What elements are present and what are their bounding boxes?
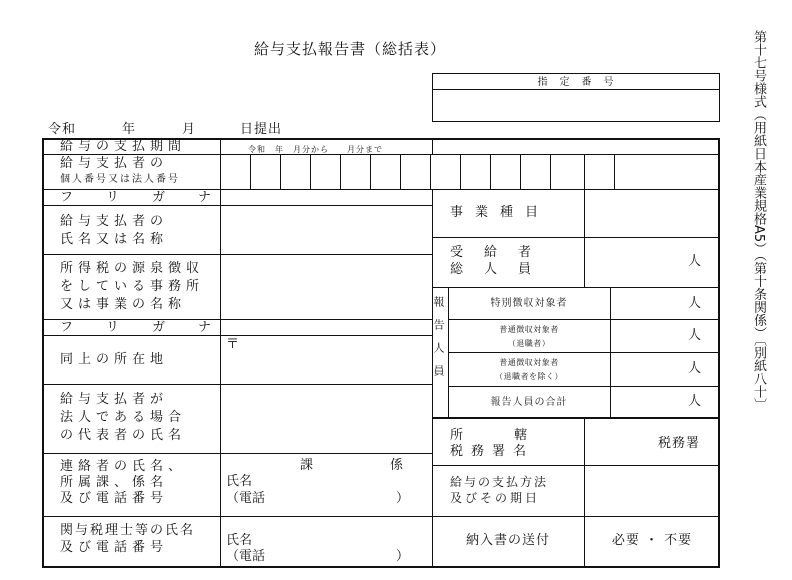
office-label-3: 又は事業の名称 <box>60 297 187 312</box>
normal-retired-label-2: （退職者） <box>507 339 551 348</box>
pay-period-value[interactable]: 令和 年 月分から 月分まで <box>248 145 383 154</box>
contact-tel-label: （電話 <box>226 491 266 506</box>
payment-method-label-1: 給与の支払方法 <box>450 475 549 489</box>
representative-label-1: 給与支払者が <box>60 392 169 407</box>
normal-retired-label-1: 普通徴収対象者 <box>499 325 559 334</box>
furigana-label-1: フ リ ガ ナ <box>60 190 222 205</box>
payment-slip-label: 納入書の送付 <box>465 533 550 548</box>
tax-accountant-name-label: 氏名 <box>226 533 253 548</box>
payer-name-field[interactable] <box>222 206 430 253</box>
tax-office-unit: 税務署 <box>658 436 701 451</box>
normal-other-label-2: （退職者を除く） <box>495 372 563 381</box>
office-label-1: 所得税の源泉徴収 <box>60 261 205 276</box>
payer-number-label-2: 個人番号又は法人番号 <box>60 174 180 185</box>
recipients-unit: 人 <box>688 254 702 269</box>
contact-label-3: 及び電話番号 <box>60 491 169 506</box>
date-era: 令和 <box>48 122 77 137</box>
representative-label-3: の代表者の氏名 <box>60 428 187 443</box>
postal-mark: 〒 <box>226 337 240 352</box>
payer-number-field[interactable] <box>221 155 718 189</box>
tax-office-label-1: 所 轄 <box>450 428 531 443</box>
business-type-label: 事業種目 <box>450 205 551 220</box>
total-unit: 人 <box>688 394 702 409</box>
payment-method-label-2: 及びその期日 <box>450 491 541 505</box>
normal-other-unit: 人 <box>688 361 702 376</box>
reported-group-label: 報告人員 <box>432 296 445 388</box>
designation-number-field[interactable] <box>436 92 716 118</box>
normal-retired-unit: 人 <box>688 328 702 343</box>
office-label-2: をしている事務所 <box>60 279 205 294</box>
payment-slip-choice[interactable]: 必要 ・ 不要 <box>611 533 693 548</box>
address-field[interactable] <box>222 336 430 383</box>
date-submitted: 日提出 <box>240 122 283 137</box>
payment-method-field[interactable] <box>586 467 716 515</box>
contact-kakari: 係 <box>390 458 404 473</box>
payer-name-label-2: 氏名又は名称 <box>60 232 169 247</box>
contact-tel-close: ） <box>396 491 410 506</box>
contact-name-label: 氏名 <box>226 474 253 489</box>
office-field[interactable] <box>222 255 430 318</box>
designation-label: 指 定 番 号 <box>537 77 615 88</box>
representative-label-2: 法人である場合 <box>60 410 187 425</box>
tax-office-label-2: 税務署名 <box>450 444 535 459</box>
normal-other-label-1: 普通徴収対象者 <box>499 358 559 367</box>
tax-accountant-tel-label: （電話 <box>226 549 266 564</box>
special-label: 特別徴収対象者 <box>490 298 568 309</box>
pay-period-label: 給与の支払期間 <box>60 139 187 154</box>
payer-name-label-1: 給与支払者の <box>60 214 169 229</box>
form-title: 給与支払報告書（総括表） <box>253 40 446 58</box>
contact-ka: 課 <box>300 458 314 473</box>
contact-label-2: 所属課、係名 <box>60 475 169 490</box>
contact-label-1: 連絡者の氏名、 <box>60 459 187 474</box>
tax-accountant-label-1: 関与税理士等の氏名 <box>60 523 196 538</box>
recipients-label-2: 総 人 員 <box>450 262 536 277</box>
furigana-label-2: フ リ ガ ナ <box>60 320 222 335</box>
recipients-label-1: 受 給 者 <box>450 245 536 260</box>
form-side-caption: 第十七号様式（用紙日本産業規格A5）（第十条関係）〔別紙八十〕 <box>751 30 766 412</box>
date-year: 年 <box>122 122 137 137</box>
address-label: 同上の所在地 <box>60 352 169 367</box>
tax-accountant-label-2: 及び電話番号 <box>60 540 169 555</box>
tax-accountant-tel-close: ） <box>396 549 410 564</box>
representative-field[interactable] <box>222 385 430 452</box>
payer-number-label-1: 給与支払者の <box>60 156 169 171</box>
special-unit: 人 <box>688 296 702 311</box>
business-type-field[interactable] <box>586 191 716 236</box>
total-label: 報告人員の合計 <box>490 397 568 408</box>
date-month: 月 <box>182 122 197 137</box>
